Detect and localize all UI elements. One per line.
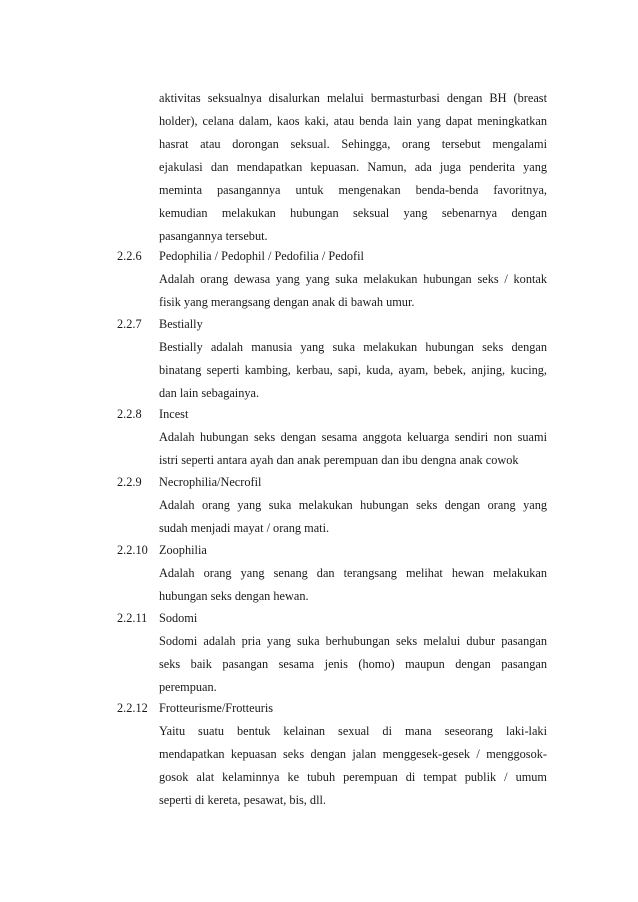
body-line: Bestially adalah manusia yang suka melakukan hubungan seks dengan bbox=[159, 340, 547, 354]
section-body bbox=[159, 720, 547, 812]
section-heading bbox=[117, 471, 261, 494]
intro-line: holder), celana dalam, kaos kaki, atau benda lain yang dapat meningkatkan bbox=[159, 114, 547, 128]
body-line: Adalah orang dewasa yang yang suka melakukan hubungan seks / kontak bbox=[159, 272, 547, 286]
section-body bbox=[159, 630, 547, 699]
body-line: binatang seperti kambing, kerbau, sapi, kuda, ayam, bebek, anjing, kucing, bbox=[159, 363, 547, 377]
body-line: Adalah orang yang senang dan terangsang melihat hewan melakukan bbox=[159, 566, 547, 580]
body-line: perempuan. bbox=[159, 680, 217, 694]
body-line: seks baik pasangan sesama jenis (homo) maupun dengan pasangan bbox=[159, 657, 547, 671]
body-line: mendapatkan kepuasan seks dengan jalan menggesek-gesek / menggosok- bbox=[159, 747, 547, 761]
intro-line: kemudian melakukan hubungan seksual yang sebenarnya dengan bbox=[159, 206, 547, 220]
section-number: 2.2.12 bbox=[117, 701, 148, 715]
section-number: 2.2.8 bbox=[117, 407, 142, 421]
section-heading bbox=[117, 313, 203, 336]
intro-line: ejakulasi dan mendapatkan kepuasan. Namun, ada juga penderita yang bbox=[159, 160, 547, 174]
section-title: Pedophilia / Pedophil / Pedofilia / Pedofil bbox=[159, 249, 364, 263]
section-body bbox=[159, 494, 547, 540]
body-line: hubungan seks dengan hewan. bbox=[159, 589, 309, 603]
section-body bbox=[159, 268, 547, 314]
section-number: 2.2.9 bbox=[117, 475, 142, 489]
body-line: gosok alat kelaminnya ke tubuh perempuan di tempat publik / umum bbox=[159, 770, 547, 784]
section-title: Zoophilia bbox=[159, 543, 207, 557]
section-title: Incest bbox=[159, 407, 189, 421]
body-line: seperti di kereta, pesawat, bis, dll. bbox=[159, 793, 326, 807]
section-body bbox=[159, 336, 547, 405]
section-number: 2.2.6 bbox=[117, 249, 142, 263]
section-heading bbox=[117, 539, 207, 562]
body-line: sudah menjadi mayat / orang mati. bbox=[159, 521, 330, 535]
section-heading bbox=[117, 403, 188, 426]
section-title: Bestially bbox=[159, 317, 203, 331]
section-title: Necrophilia/Necrofil bbox=[159, 475, 262, 489]
intro-line: meminta pasangannya untuk mengenakan benda-benda favoritnya, bbox=[159, 183, 547, 197]
body-line: dan lain sebagainya. bbox=[159, 386, 260, 400]
section-number: 2.2.10 bbox=[117, 543, 148, 557]
body-line: Sodomi adalah pria yang suka berhubungan seks melalui dubur pasangan bbox=[159, 634, 547, 648]
intro-line: pasangannya tersebut. bbox=[159, 229, 268, 243]
section-title: Frotteurisme/Frotteuris bbox=[159, 701, 274, 715]
body-line: Adalah orang yang suka melakukan hubungan seks dengan orang yang bbox=[159, 498, 547, 512]
section-heading bbox=[117, 245, 364, 268]
section-body bbox=[159, 426, 547, 472]
section-heading bbox=[117, 697, 273, 720]
intro-line: hasrat atau dorongan seksual. Sehingga, orang tersebut mengalami bbox=[159, 137, 547, 151]
intro-paragraph bbox=[159, 87, 547, 248]
section-title: Sodomi bbox=[159, 611, 198, 625]
body-line: Adalah hubungan seks dengan sesama anggota keluarga sendiri non suami bbox=[159, 430, 547, 444]
body-line: istri seperti antara ayah dan anak perempuan dan ibu dengna anak cowok bbox=[159, 453, 519, 467]
section-heading bbox=[117, 607, 197, 630]
section-number: 2.2.7 bbox=[117, 317, 142, 331]
section-body bbox=[159, 562, 547, 608]
body-line: fisik yang merangsang dengan anak di bawah umur. bbox=[159, 295, 415, 309]
body-line: Yaitu suatu bentuk kelainan sexual di mana seseorang laki-laki bbox=[159, 724, 547, 738]
intro-line: aktivitas seksualnya disalurkan melalui bermasturbasi dengan BH (breast bbox=[159, 91, 547, 105]
section-number: 2.2.11 bbox=[117, 611, 148, 625]
